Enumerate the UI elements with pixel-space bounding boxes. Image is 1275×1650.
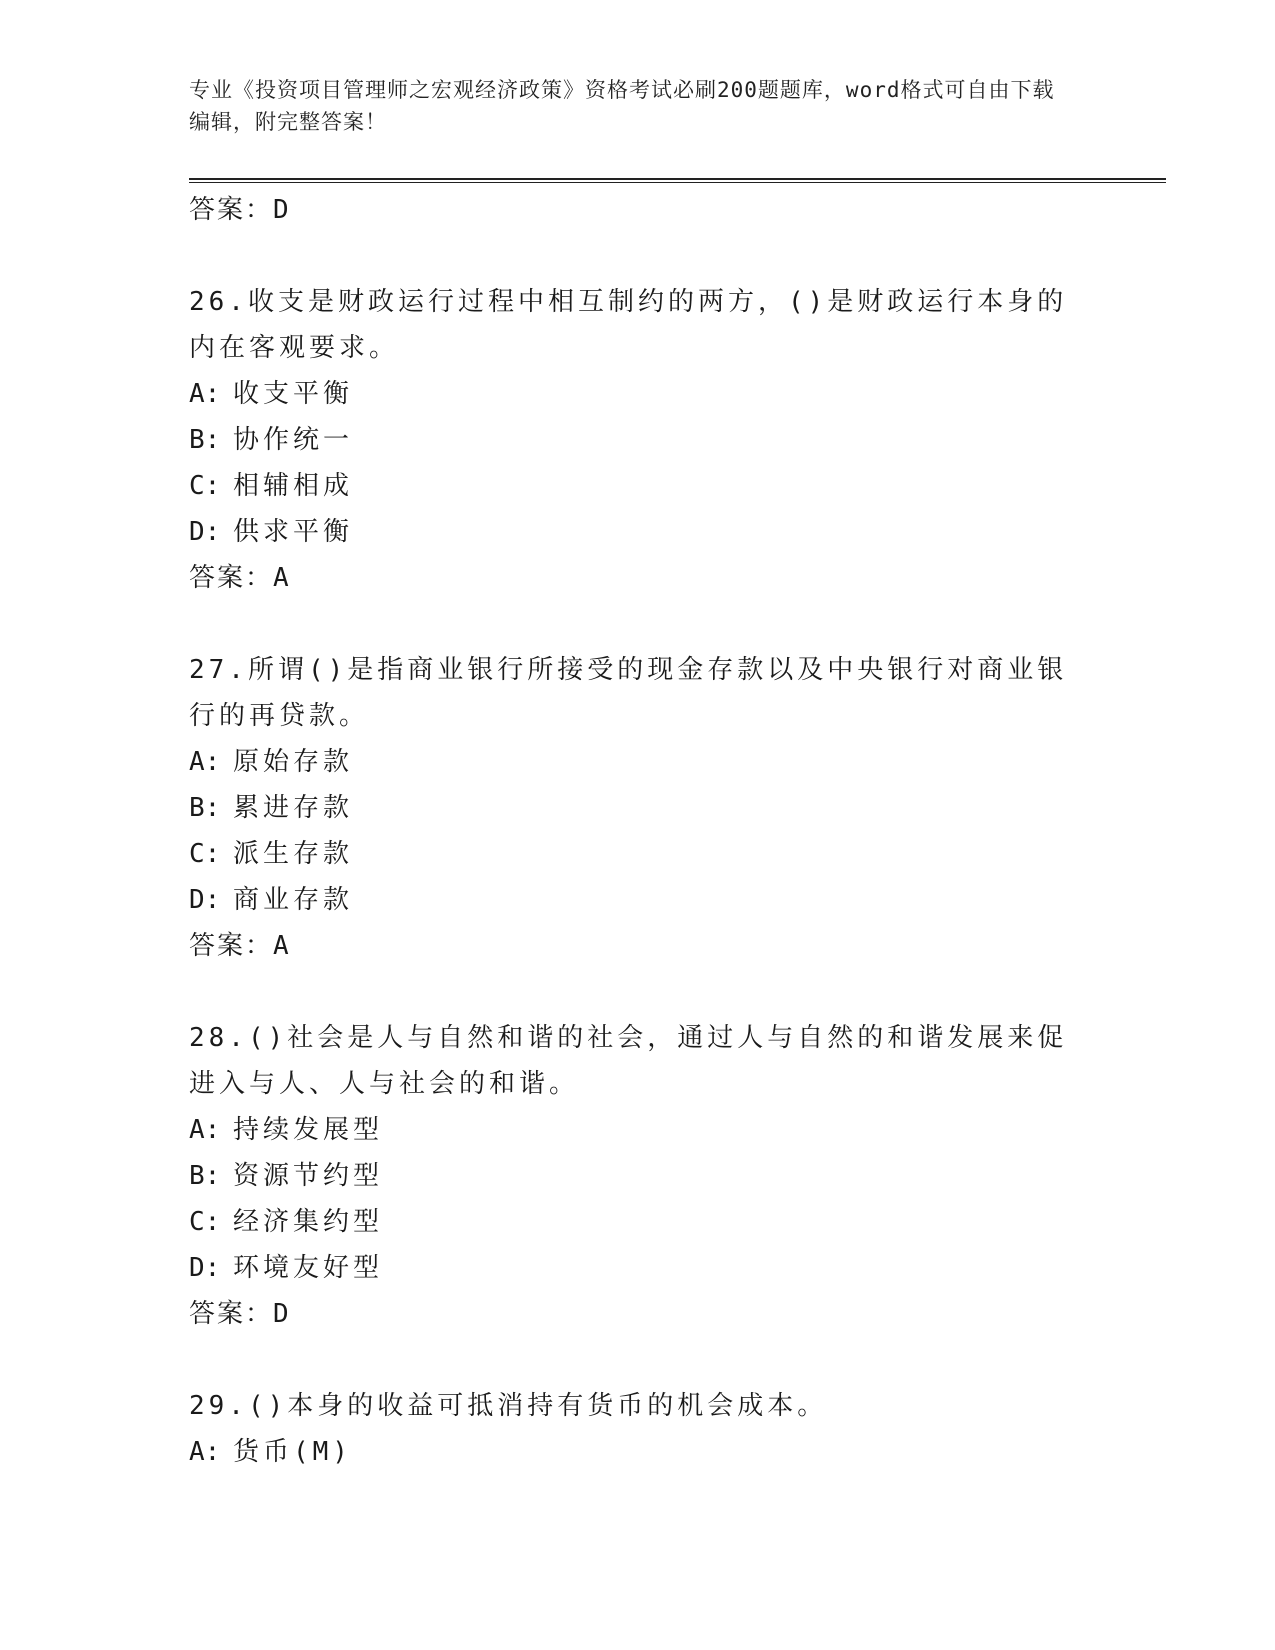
option-text: 环境友好型 bbox=[233, 1253, 384, 1283]
option-letter: A: bbox=[189, 379, 221, 409]
question-stem: 27.所谓()是指商业银行所接受的现金存款以及中央银行对商业银行的再贷款。 bbox=[189, 655, 1068, 731]
option-d bbox=[189, 509, 1089, 555]
option-text: 协作统一 bbox=[233, 425, 354, 455]
question-28 bbox=[189, 1015, 1089, 1337]
question-29 bbox=[189, 1383, 1089, 1475]
option-text: 经济集约型 bbox=[233, 1207, 384, 1237]
answer-value: D bbox=[273, 195, 289, 225]
document-header bbox=[189, 74, 1069, 138]
answer-line bbox=[189, 1291, 1089, 1337]
option-letter: B: bbox=[189, 425, 221, 455]
answer-label: 答案： bbox=[189, 1299, 274, 1329]
option-letter: D: bbox=[189, 517, 221, 547]
option-letter: D: bbox=[189, 885, 221, 915]
option-text: 派生存款 bbox=[233, 839, 354, 869]
option-letter: C: bbox=[189, 471, 221, 501]
header-divider bbox=[189, 178, 1166, 183]
option-text: 原始存款 bbox=[233, 747, 354, 777]
answer-line bbox=[189, 923, 1089, 969]
option-c bbox=[189, 1199, 1089, 1245]
option-text: 供求平衡 bbox=[233, 517, 354, 547]
option-text: 收支平衡 bbox=[233, 379, 354, 409]
option-a bbox=[189, 1107, 1089, 1153]
option-a bbox=[189, 1429, 1089, 1475]
option-letter: C: bbox=[189, 839, 221, 869]
option-text: 累进存款 bbox=[233, 793, 354, 823]
option-text: 货币(M) bbox=[233, 1437, 352, 1467]
question-list bbox=[189, 187, 1089, 1475]
answer-label: 答案： bbox=[189, 931, 274, 961]
answer-value: D bbox=[273, 1299, 289, 1329]
question-27 bbox=[189, 647, 1089, 969]
spacer bbox=[189, 1337, 1089, 1383]
spacer bbox=[189, 601, 1089, 647]
spacer bbox=[189, 969, 1089, 1015]
option-text: 相辅相成 bbox=[233, 471, 354, 501]
option-d bbox=[189, 1245, 1089, 1291]
option-b bbox=[189, 1153, 1089, 1199]
option-text: 资源节约型 bbox=[233, 1161, 384, 1191]
option-text: 持续发展型 bbox=[233, 1115, 384, 1145]
header-title: 专业《投资项目管理师之宏观经济政策》资格考试必刷200题题库，word格式可自由下载编辑，附完整答案！ bbox=[189, 78, 1055, 134]
option-letter: A: bbox=[189, 1437, 221, 1467]
option-b bbox=[189, 785, 1089, 831]
option-letter: B: bbox=[189, 1161, 221, 1191]
question-stem: 26.收支是财政运行过程中相互制约的两方，()是财政运行本身的内在客观要求。 bbox=[189, 287, 1068, 363]
option-letter: A: bbox=[189, 1115, 221, 1145]
option-letter: C: bbox=[189, 1207, 221, 1237]
answer-label: 答案： bbox=[189, 195, 274, 225]
option-b bbox=[189, 417, 1089, 463]
option-letter: A: bbox=[189, 747, 221, 777]
spacer bbox=[189, 233, 1089, 279]
question-stem: 29.()本身的收益可抵消持有货币的机会成本。 bbox=[189, 1391, 828, 1421]
answer-line bbox=[189, 555, 1089, 601]
question-26 bbox=[189, 279, 1089, 601]
option-text: 商业存款 bbox=[233, 885, 354, 915]
option-c bbox=[189, 463, 1089, 509]
option-d bbox=[189, 877, 1089, 923]
answer-value: A bbox=[273, 563, 289, 593]
answer-value: A bbox=[273, 931, 289, 961]
option-a bbox=[189, 739, 1089, 785]
question-stem: 28.()社会是人与自然和谐的社会，通过人与自然的和谐发展来促进入与人、人与社会的和谐。 bbox=[189, 1023, 1068, 1099]
option-c bbox=[189, 831, 1089, 877]
option-letter: B: bbox=[189, 793, 221, 823]
option-a bbox=[189, 371, 1089, 417]
option-letter: D: bbox=[189, 1253, 221, 1283]
answer-label: 答案： bbox=[189, 563, 274, 593]
answer-line-prev bbox=[189, 187, 1089, 233]
